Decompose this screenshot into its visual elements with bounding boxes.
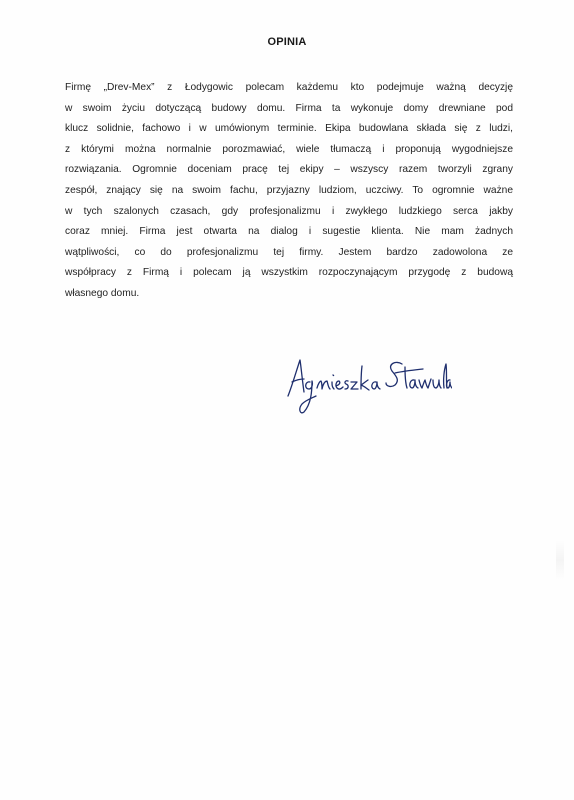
body-line-6: zespół, znający się na swoim fachu, przyjazny ludziom, uczciwy. To ogromnie ważne <box>65 184 513 196</box>
opinion-body <box>65 78 513 305</box>
body-line-11: własnego domu. <box>65 287 140 299</box>
body-line-8: coraz mniej. Firma jest otwarta na dialog i sugestie klienta. Nie mam żadnych <box>65 226 513 238</box>
document-title: OPINIA <box>267 36 307 48</box>
scan-artifact <box>556 540 564 580</box>
body-line-7: w tych szalonych czasach, gdy profesjonalizmu i zwykłego ludzkiego serca jakby <box>65 205 513 217</box>
body-line-3: klucz solidnie, fachowo i w umówionym terminie. Ekipa budowlana składa się z ludzi, <box>65 123 513 135</box>
handwritten-signature <box>282 352 452 418</box>
body-line-10: współpracy z Firmą i polecam ją wszystkim rozpoczynającym przygodę z budową <box>65 267 513 279</box>
body-line-4: z którymi można normalnie porozmawiać, wiele tłumaczą i proponują wygodniejsze <box>65 143 513 155</box>
body-line-2: w swoim życiu dotyczącą budowy domu. Firma ta wykonuje domy drewniane pod <box>65 102 513 114</box>
body-line-9: wątpliwości, co do profesjonalizmu tej firmy. Jestem bardzo zadowolona ze <box>65 246 513 258</box>
body-line-5: rozwiązania. Ogromnie doceniam pracę tej ekipy – wszyscy razem tworzyli zgrany <box>65 164 513 176</box>
body-line-1: Firmę „Drev-Mex” z Łodygowic polecam każdemu kto podejmuje ważną decyzję <box>65 82 513 93</box>
